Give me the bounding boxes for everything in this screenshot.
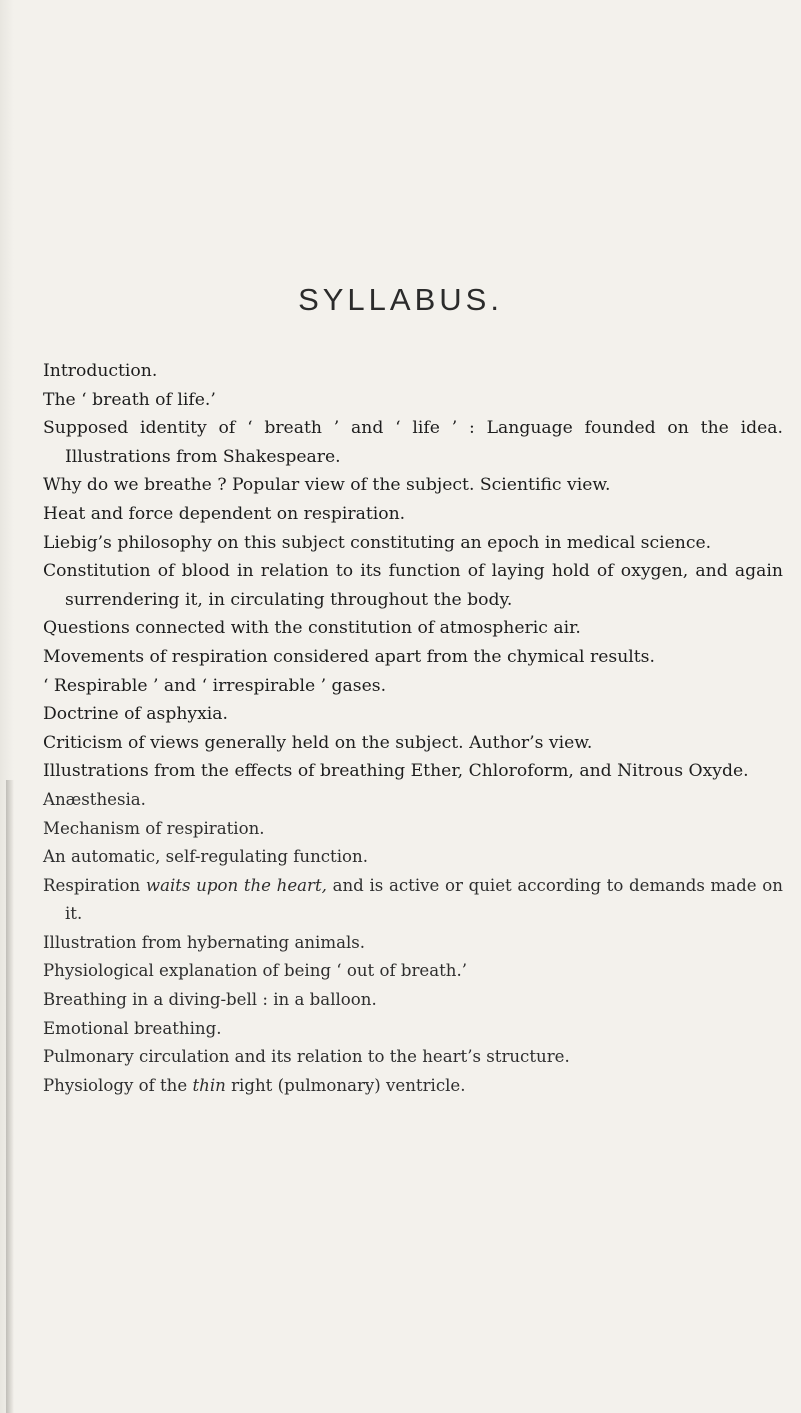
syllabus-entry: Movements of respiration considered apart from the chymical results. [43,646,655,667]
entry-text: right (pulmonary) ventricle. [225,1075,466,1095]
entry-text: Physiology of the [43,1075,193,1095]
syllabus-entry: Emotional breathing. [43,1018,222,1038]
syllabus-list [43,357,783,1100]
syllabus-entry-mixed [43,1072,783,1101]
page-title: SYLLABUS. [298,282,503,317]
syllabus-entry: Doctrine of asphyxia. [43,704,229,725]
binding-shadow [6,780,14,1413]
entry-italic-text: waits upon the heart, [145,875,327,895]
syllabus-entry: Illustration from hybernating animals. [43,932,366,952]
syllabus-entry: The ‘ breath of life.’ [43,389,216,410]
syllabus-entry: Breathing in a diving-bell : in a balloon. [43,990,377,1010]
syllabus-entry: Constitution of blood in relation to its function of laying hold of oxygen, and again surrendering it, in circulating throughout the body. [43,561,783,610]
syllabus-entry: ‘ Respirable ’ and ‘ irrespirable ’ gases. [43,675,387,696]
syllabus-entry: Heat and force dependent on respiration. [43,503,406,524]
syllabus-entry-mixed [43,872,783,929]
syllabus-entry: Liebig’s philosophy on this subject constituting an epoch in medical science. [43,532,712,553]
syllabus-entry: Criticism of views generally held on the subject. Author’s view. [43,732,593,753]
syllabus-entry: Physiological explanation of being ‘ out of breath.’ [43,961,468,981]
syllabus-entry: An automatic, self-regulating function. [43,847,368,867]
syllabus-entry: Supposed identity of ‘ breath ’ and ‘ life ’ : Language founded on the idea. Illustrations from Shakespeare. [43,418,783,467]
syllabus-entry: Pulmonary circulation and its relation to the heart’s structure. [43,1047,570,1067]
syllabus-entry: Mechanism of respiration. [43,818,265,838]
syllabus-entry: Illustrations from the effects of breathing Ether, Chloroform, and Nitrous Oxyde. [43,761,749,782]
entry-text: and is active or quiet according to demands made on it. [65,875,783,924]
syllabus-entry: Why do we breathe ? Popular view of the subject. Scientific view. [43,475,611,496]
syllabus-entry: Introduction. [43,361,158,381]
entry-text: Respiration [43,875,146,895]
entry-italic-text: thin [192,1075,226,1095]
syllabus-entry: Questions connected with the constitution of atmospheric air. [43,618,581,639]
syllabus-entry: Anæsthesia. [43,789,146,809]
